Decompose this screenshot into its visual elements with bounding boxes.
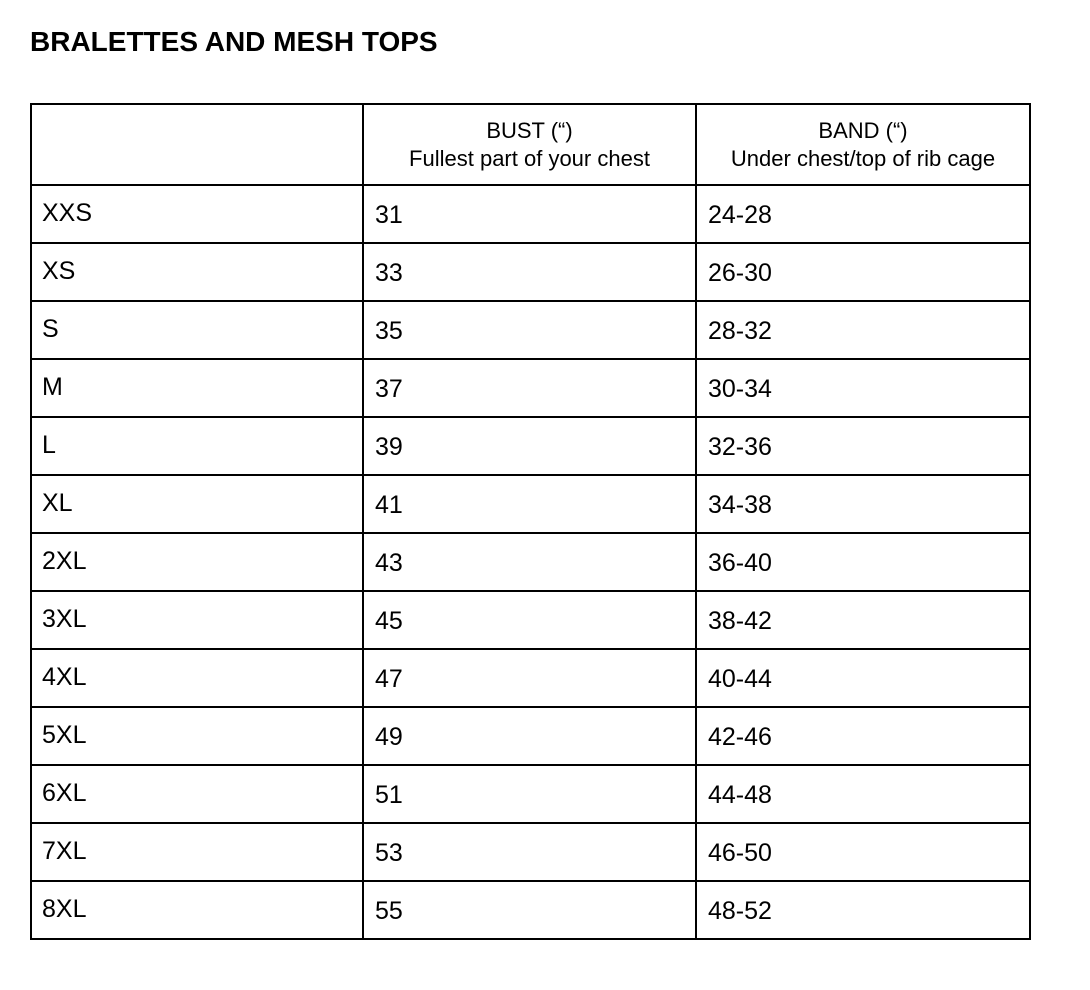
table-row xyxy=(31,417,1030,475)
size-cell: 8XL xyxy=(31,881,363,939)
table-row xyxy=(31,765,1030,823)
size-cell: S xyxy=(31,301,363,359)
bust-cell: 47 xyxy=(363,649,696,707)
size-cell: L xyxy=(31,417,363,475)
band-cell: 34-38 xyxy=(696,475,1030,533)
size-cell: 2XL xyxy=(31,533,363,591)
bust-cell: 45 xyxy=(363,591,696,649)
page-title: BRALETTES AND MESH TOPS xyxy=(30,26,438,57)
band-cell: 36-40 xyxy=(696,533,1030,591)
band-cell: 40-44 xyxy=(696,649,1030,707)
header-bust xyxy=(363,104,696,185)
bust-cell: 55 xyxy=(363,881,696,939)
band-cell: 28-32 xyxy=(696,301,1030,359)
table-row xyxy=(31,533,1030,591)
header-band-title: BAND (“) xyxy=(818,117,908,143)
bust-cell: 41 xyxy=(363,475,696,533)
band-cell: 42-46 xyxy=(696,707,1030,765)
table-row xyxy=(31,881,1030,939)
table-row xyxy=(31,591,1030,649)
table-row xyxy=(31,359,1030,417)
bust-cell: 51 xyxy=(363,765,696,823)
band-cell: 44-48 xyxy=(696,765,1030,823)
header-bust-title: BUST (“) xyxy=(486,117,573,143)
band-cell: 46-50 xyxy=(696,823,1030,881)
header-band-subtitle: Under chest/top of rib cage xyxy=(730,145,996,171)
table-body xyxy=(31,185,1030,939)
bust-cell: 37 xyxy=(363,359,696,417)
size-cell: 4XL xyxy=(31,649,363,707)
band-cell: 48-52 xyxy=(696,881,1030,939)
band-cell: 38-42 xyxy=(696,591,1030,649)
table-header-row xyxy=(31,104,1030,185)
bust-cell: 43 xyxy=(363,533,696,591)
bust-cell: 33 xyxy=(363,243,696,301)
table-row xyxy=(31,243,1030,301)
header-size xyxy=(31,104,363,185)
table-row xyxy=(31,301,1030,359)
size-cell: 7XL xyxy=(31,823,363,881)
size-chart-table xyxy=(30,103,1031,940)
header-band xyxy=(696,104,1030,185)
bust-cell: 53 xyxy=(363,823,696,881)
size-cell: M xyxy=(31,359,363,417)
size-cell: XXS xyxy=(31,185,363,243)
bust-cell: 31 xyxy=(363,185,696,243)
table-row xyxy=(31,185,1030,243)
band-cell: 26-30 xyxy=(696,243,1030,301)
table-row xyxy=(31,475,1030,533)
bust-cell: 49 xyxy=(363,707,696,765)
size-cell: 5XL xyxy=(31,707,363,765)
band-cell: 32-36 xyxy=(696,417,1030,475)
size-cell: 6XL xyxy=(31,765,363,823)
header-bust-subtitle: Fullest part of your chest xyxy=(409,145,650,171)
band-cell: 24-28 xyxy=(696,185,1030,243)
table-row xyxy=(31,707,1030,765)
table-row xyxy=(31,649,1030,707)
size-cell: XL xyxy=(31,475,363,533)
band-cell: 30-34 xyxy=(696,359,1030,417)
bust-cell: 35 xyxy=(363,301,696,359)
table-row xyxy=(31,823,1030,881)
size-cell: XS xyxy=(31,243,363,301)
size-cell: 3XL xyxy=(31,591,363,649)
bust-cell: 39 xyxy=(363,417,696,475)
